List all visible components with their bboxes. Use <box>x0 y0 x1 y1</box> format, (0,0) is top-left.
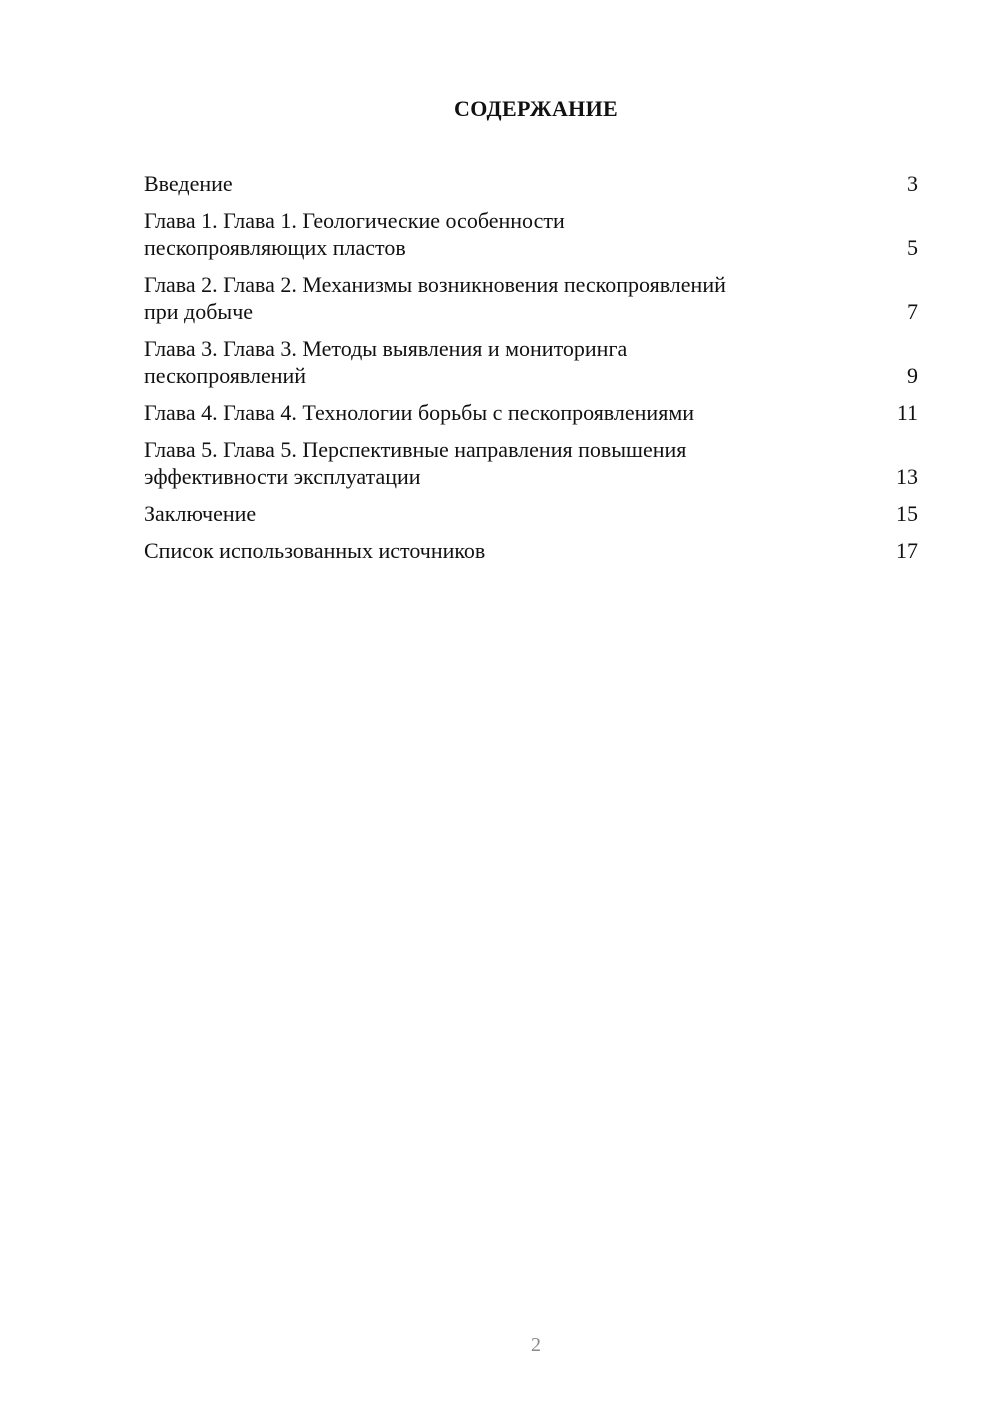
toc-item-chapter-5 <box>144 436 918 490</box>
page-number: 2 <box>531 1334 541 1356</box>
toc-item-introduction <box>144 170 918 197</box>
toc-item-page: 3 <box>907 171 918 196</box>
toc-item-label: Глава 2. Глава 2. Механизмы возникновения пескопроявлений при добыче <box>144 272 726 324</box>
toc-item-chapter-2 <box>144 271 918 325</box>
toc-item-chapter-3 <box>144 335 918 389</box>
toc-item-page: 11 <box>896 400 918 425</box>
table-of-contents <box>144 170 918 574</box>
toc-item-page: 5 <box>907 235 918 260</box>
toc-item-label: Глава 4. Глава 4. Технологии борьбы с пескопроявлениями <box>144 400 695 425</box>
toc-item-references <box>144 537 918 564</box>
toc-item-label: Список использованных источников <box>144 538 486 563</box>
toc-item-label: Глава 5. Глава 5. Перспективные направления повышения эффективности эксплуатации <box>144 437 687 489</box>
page-title: СОДЕРЖАНИЕ <box>454 96 618 121</box>
toc-item-label: Заключение <box>144 501 257 526</box>
toc-item-page: 9 <box>907 363 918 388</box>
toc-item-chapter-1 <box>144 207 918 261</box>
toc-item-chapter-4 <box>144 399 918 426</box>
toc-item-label: Введение <box>144 171 233 196</box>
toc-item-page: 15 <box>896 501 918 526</box>
toc-item-page: 7 <box>907 299 918 324</box>
toc-item-page: 13 <box>896 464 918 489</box>
toc-item-label: Глава 1. Глава 1. Геологические особенности пескопроявляющих пластов <box>144 208 565 260</box>
toc-item-conclusion <box>144 500 918 527</box>
toc-item-label: Глава 3. Глава 3. Методы выявления и мониторинга пескопроявлений <box>144 336 628 388</box>
toc-item-page: 17 <box>896 538 918 563</box>
